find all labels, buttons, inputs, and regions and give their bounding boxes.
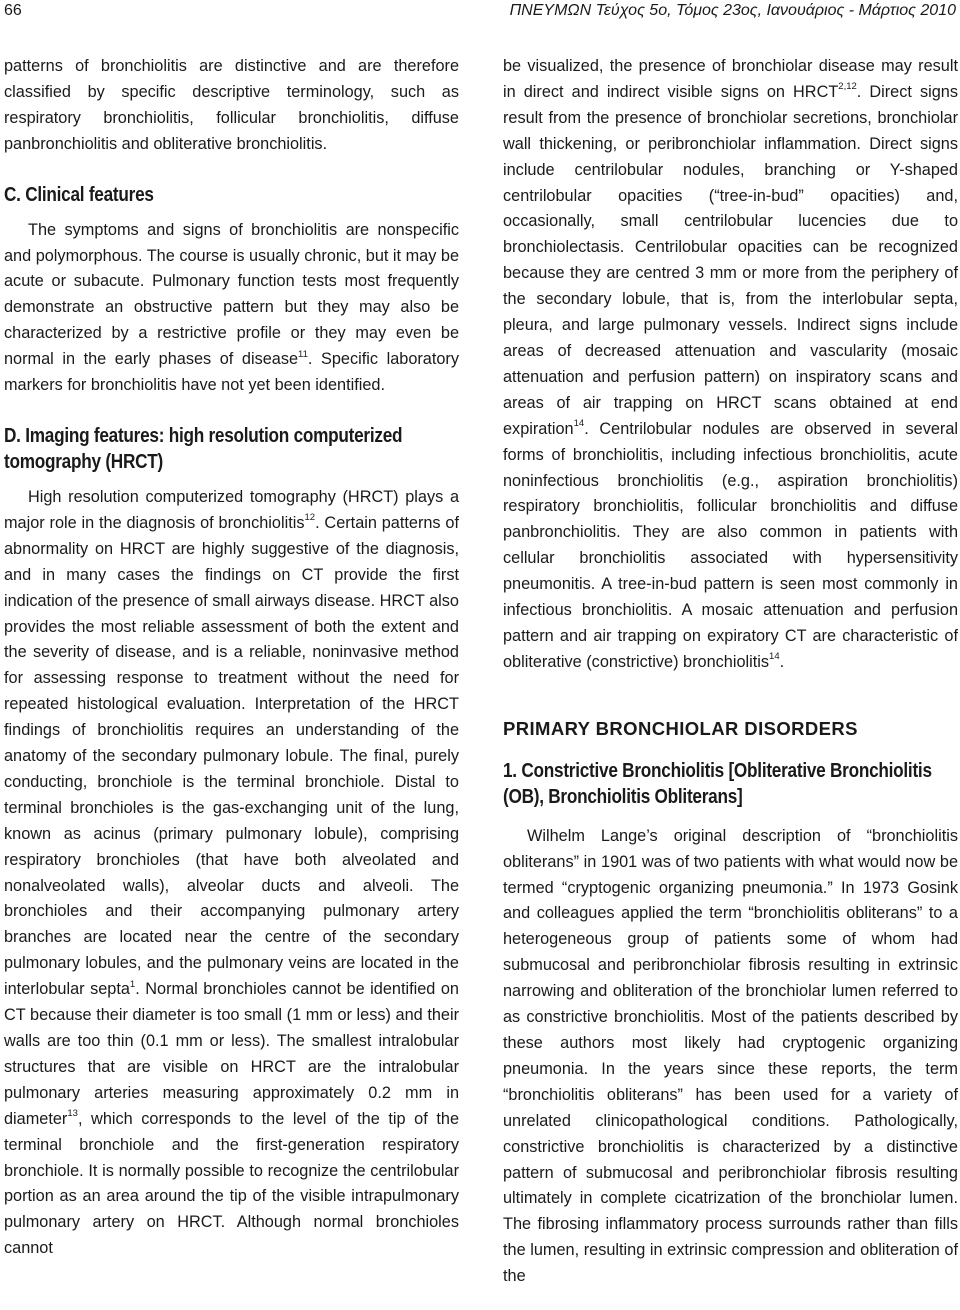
ref-12: 12 [304,512,316,524]
signs-text-1: be visualized, the presence of bronchiolar disease may result in direct and indirect visible signs on HRCT [503,57,958,101]
imaging-paragraph [4,485,459,1262]
signs-text-2: . Direct signs result from the presence of bronchiolar secretions, bronchiolar wall thickening, or peribronchiolar inflammation. Direct signs include centrilobular nodules, branching or Y-shaped centrilobular opacities (“tree-in-bud” opacities) and, occasionally, small centrilobular lucencies due to bronchiolectasis. Centrilobular opacities can be recognized because they are centred 3 mm or more from the periphery of the secondary lobule, that is, from the interlobular septa, pleura, and large pulmonary vessels. Indirect signs include areas of decreased attenuation and vascularity (mosaic attenuation and perfusion pattern) on inspiratory scans and areas of air trapping on HRCT scans obtained at end expiration [503,82,958,438]
heading-imaging-features: D. Imaging features: high resolution computerized tomography (HRCT) [4,424,403,473]
ref-11: 11 [298,348,308,360]
signs-text-4: . [779,652,785,671]
intro-paragraph: patterns of bronchiolitis are distinctive and are therefore classified by specific descriptive terminology, such as respiratory bronchiolitis, follicular bronchiolitis, diffuse panbronchiolitis and obliterative bronchiolitis. [4,57,459,153]
ref-2-12: 2,12 [838,81,857,93]
running-header [0,0,960,30]
heading-clinical-features: C. Clinical features [4,183,154,206]
constrictive-paragraph: Wilhelm Lange’s original description of “bronchiolitis obliterans” in 1901 was of two patients with what would now be termed “cryptogenic organizing pneumonia.” In 1973 Gosink and colleagues applied the term “bronchiolitis obliterans” to a heterogeneous group of patients some of whom had submucosal and peribronchiolar fibrosis resulting in extrinsic narrowing and obliteration of the bronchiolar lumen referred to as constrictive bronchiolitis. Most of the patients described by these authors most likely had cryptogenic organizing pneumonia. In the years since these reports, the term “bronchiolitis obliterans” has been used for a variety of unrelated clinicopathological conditions. Pathologically, constrictive bronchiolitis is characterized by a distinctive pattern of submucosal and peribronchiolar fibrosis resulting ultimately in complete cicatrization of the bronchiolar lumen. The fibrosing inflammatory process surrounds rather than fills the lumen, resulting in extrinsic compression and obliteration of the [503,826,958,1286]
heading-constrictive-bronchiolitis: 1. Constrictive Bronchiolitis [Obliterative Bronchiolitis (OB), Bronchiolitis Obliterans] [503,759,932,808]
left-column [4,54,459,1262]
ref-14b: 14 [769,651,780,663]
ref-13: 13 [67,1108,78,1120]
imaging-text-4: , which corresponds to the level of the tip of the terminal bronchiole and the first-generation respiratory bronchiole. It is normally possible to recognize the centrilobular portion as an area around the tip of the visible intrapulmonary pulmonary artery on HRCT. Although normal bronchioles cannot [4,1109,459,1258]
signs-text-3: . Centrilobular nodules are observed in several forms of bronchiolitis, including infectious bronchiolitis, acute noninfectious bronchiolitis (e.g., aspiration bronchiolitis) respiratory bronchiolitis, follicular bronchiolitis and diffuse panbronchiolitis. They are also common in patients with cellular bronchiolitis associated with hypersensitivity pneumonitis. A tree-in-bud pattern is seen most commonly in infectious bronchiolitis. A mosaic attenuation and perfusion pattern and air trapping on expiratory CT are characteristic of obliterative (constrictive) bronchiolitis [503,419,958,671]
right-column [503,54,958,1290]
imaging-text-2: . Certain patterns of abnormality on HRCT are highly suggestive of the diagnosis, and in many cases the findings on CT provide the first indication of the presence of small airways disease. HRCT also provides the most reliable assessment of both the extent and the severity of disease, and is a reliable, noninvasive method for assessing response to treatment without the need for repeated histological evaluation. Interpretation of the HRCT findings of bronchiolitis requires an understanding of the anatomy of the secondary pulmonary lobule. The final, purely conducting, bronchiole is the terminal bronchiole. Distal to terminal bronchioles is the gas-exchanging unit of the lung, known as acinus (primary pulmonary lobule), comprising respiratory bronchioles (that have both alveolated and nonalveolated walls), alveolar ducts and alveoli. The bronchioles and their accompanying pulmonary artery branches are located near the centre of the secondary pulmonary lobules, and the pulmonary veins are located in the interlobular septa [4,513,459,999]
ref-1: 1 [129,978,136,990]
clinical-paragraph [4,218,459,399]
clinical-text-1: The symptoms and signs of bronchiolitis are nonspecific and polymorphous. The course is usually chronic, but it may be acute or subacute. Pulmonary function tests most frequently demonstrate an obstructive pattern but they may also be characterized by a restrictive profile or they may even be normal in the early phases of disease [4,220,459,369]
imaging-text-3: . Normal bronchioles cannot be identified on CT because their diameter is too small (1 mm or less) and their walls are too thin (0.1 mm or less). The smallest intralobular structures that are visible on HRCT are the intralobular pulmonary arteries measuring approximately 0.2 mm in diameter [4,980,459,1128]
journal-title: ΠΝΕΥΜΩΝ Τεύχος 5ο, Τόμος 23ος, Ιανουάριος - Μάρτιος 2010 [509,2,956,19]
page-number: 66 [4,2,22,19]
hrct-signs-paragraph [503,54,958,676]
clinical-text-2: . Specific laboratory markers for bronchiolitis have not yet been identified. [4,350,459,395]
section-heading-primary-disorders: PRIMARY BRONCHIOLAR DISORDERS [503,717,858,739]
ref-14a: 14 [573,418,585,430]
imaging-text-1: High resolution computerized tomography (HRCT) plays a major role in the diagnosis of bronchiolitis [4,487,459,532]
